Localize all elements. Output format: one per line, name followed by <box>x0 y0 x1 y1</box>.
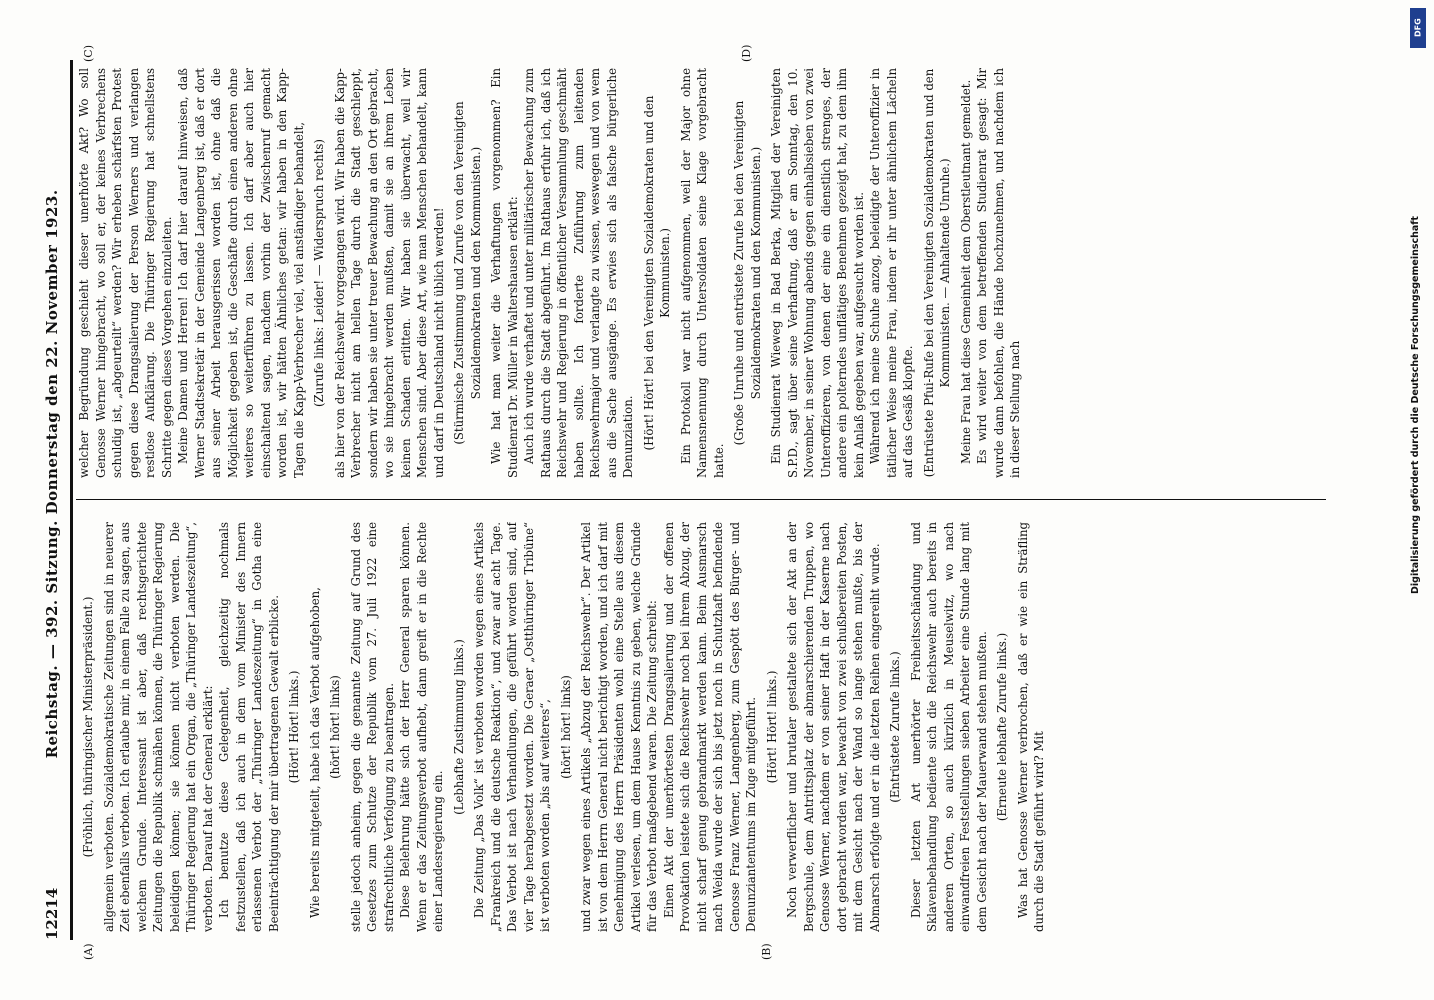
interjection: (Stürmische Zustimmung und Zurufe von den Vereinigten Sozialdemokraten und den Kommunisten.) <box>452 101 483 445</box>
interjection: (Lebhafte Zustimmung links.) <box>451 639 466 815</box>
quote-paragraph: Was hat Genosse Werner verbrochen, daß er wie ein Sträfling durch die Stadt geführt wird? Mit <box>1015 522 1046 932</box>
interjection: (Zurufe links: Leider! — Widerspruch rechts) <box>312 139 326 407</box>
interjection: (Große Unruhe und entrüstete Zurufe bei den Vereinigten Sozialdemokraten und den Kommunisten.) <box>732 100 763 446</box>
interjection: (hört! hört! links) <box>328 675 342 779</box>
margin-marker-a: (A) <box>82 943 95 960</box>
interjection: (hört! hört! links) <box>558 675 573 779</box>
quote-paragraph: Dieser letzten Art unerhörter Freiheitsschändung und Sklavenbehandlung bediente sich die Reichswehr auch bereits in anderen Orten, so auch kürzlich in Meuselwitz, wo nach einwandfreien Feststellungen sieben Arbeiter eine Stunde lang mit dem Gesicht nach der Mauerwand stehen mußten. <box>908 522 989 932</box>
page-header <box>38 60 66 940</box>
paragraph: und zwar wegen eines Artikels „Abzug der Reichswehr“. Der Artikel ist von dem Herrn General nicht berichtigt worden, und ich darf mit Genehmigung des Herrn Präsidenten wohl eine Stelle aus diesem Artikel verlesen, um dem Hause Kenntnis zu geben, welche Gründe für das Verbot maßgebend waren. Die Zeitung schreibt: <box>579 522 659 932</box>
quote-paragraph: stelle jedoch anheim, gegen die genannte Zeitung auf Grund des Gesetzes zum Schutze der Republik vom 27. Juli 1922 eine strafrechtliche Verfolgung zu beantragen. <box>348 522 396 932</box>
margin-marker-b: (B) <box>760 943 773 960</box>
paragraph: Wie hat man weiter die Verhaftungen vorgenommen? Ein Studienrat Dr. Müller in Waltershausen erklärt: <box>489 68 520 478</box>
interjection: (Hört! Hört! links.) <box>287 670 301 784</box>
quote-paragraph: Noch verwerflicher und brutaler gestaltete sich der Akt an der Bergschule, dem Antrittsplatz der abmarschierenden Truppen, wo Genosse Werner, nachdem er von seiner Haft in der Kaserne nach dort gebracht worden war, bewacht von zwei schußbereiten Posten, mit dem Gesicht nach der Wand so lange stehen mußte, bis der Abmarsch erfolgte und er in die letzten Reihen eingereiht wurde. <box>785 522 882 932</box>
quote-paragraph: Wie bereits mitgeteilt, habe ich das Verbot aufgehoben, <box>307 587 322 918</box>
page-number: 12214 <box>43 887 61 940</box>
text-column-right <box>76 68 1326 478</box>
dfg-credit-text: Digitalisierung gefördert durch die Deutsche Forschungsgemeinschaft <box>1410 216 1421 594</box>
text-column-left <box>76 522 1326 932</box>
paragraph: Die Zeitung „Das Volk“ ist verboten worden wegen eines Artikels „Frankreich und die deutsche Reaktion“, und zwar auf acht Tage. Das Verbot ist nach Verhandlungen, die geführt worden sind, auf vier Tage herabgesetzt worden. Die Geraer „Ostthüringer Tribüne“ ist verboten worden „bis auf weiteres“, <box>472 522 552 932</box>
interjection: (Entrüstete Zurufe links.) <box>888 651 902 803</box>
interjection: (Entrüstete Pfui-Rufe bei den Vereinigten Sozialdemokraten und den Kommunisten. — Anhaltende Unruhe.) <box>921 68 952 478</box>
quote-paragraph: Während ich meine Schuhe anzog, beleidigte der Unteroffizier in tätlicher Weise meine Frau, indem er ihr unter ähnlichem Lächeln auf das Gesäß klopfte. <box>868 68 915 478</box>
speaker-note: (Fröhlich, thüringischer Ministerpräsident.) <box>81 596 95 858</box>
paragraph: allgemein verboten. Sozialdemokratische Zeitungen sind in neuerer Zeit ebenfalls verboten. Ich erlaube mir, in einem Falle zu sagen, aus welchem Grunde. Interessant ist aber, daß rechtsgerichtete Zeitungen die Republik schmähen können, die Thüringer Regierung beleidigen können; sie können nicht verboten werden. Die Thüringer Regierung hat ein Organ, die „Thüringer Landeszeitung“, verboten. Darauf hat der General erklärt: <box>101 522 215 932</box>
quote-paragraph: Einen Akt der unerhörtesten Drangsalierung und der offenen Provokation leistete sich die Reichswehr noch bei ihrem Abzug, der nicht scharf genug gebrandmarkt werden kann. Beim Ausmarsch nach Weida wurde der sich bis jetzt noch in Schutzhaft befindende Genosse Franz Werner, Langenberg, zum Gespött des Bürger- und Denunziantentums im Zuge mitgeführt. <box>661 522 758 932</box>
quote-paragraph: Meine Frau hat diese Gemeinheit dem Oberstleutnant gemeldet. <box>958 79 973 464</box>
quote-paragraph: Ein Protokoll war nicht aufgenommen, weil der Major ohne Namensnennung durch Untersoldaten seine Klage vorgebracht hatte. <box>678 68 726 478</box>
quote-paragraph: welcher Begründung geschieht dieser unerhörte Akt? Wo soll Genosse Werner hingebracht, wo soll er, der keines Verbrechens schuldig ist, „abgeurteilt“ werden? Wir erheben schärfsten Protest gegen diese Drangsalierung der Person Werners und verlangen restlose Aufklärung. Die Thüringer Regierung hat schnellstens Schritte gegen dieses Vorgehen einzuleiten. <box>77 68 174 478</box>
quote-paragraph: Auch ich wurde verhaftet und unter militärischer Bewachung zum Rathaus durch die Stadt abgeführt. Im Rathaus erfuhr ich, daß ich Reichswehr und Regierung in öffentlicher Versammlung geschmäht haben sollte. Ich forderte Zuführung zum leitenden Reichswehrmajor und verlangte zu wissen, weswegen und von wem aus die Sache ausgänge. Es erwies sich als falsche bürgerliche Denunziation. <box>522 68 635 478</box>
page-title: Reichstag. — 392. Sitzung. Donnerstag den 22. November 1923. <box>43 189 61 759</box>
interjection: (Hört! Hört! links.) <box>764 670 779 784</box>
paragraph: als hier von der Reichswehr vorgegangen wird. Wir haben die Kapp-Verbrecher nicht am hellen Tage durch die Stadt geschleppt, sondern wir haben sie unter treuer Bewachung an den Ort gebracht, wo sie hingebracht werden mußten, damit sie an ihrem Leben keinen Schaden erlitten. Wir haben sie überwacht, weil wir Menschen sind. Aber diese Art, wie man Menschen behandelt, kann und darf in Deutschland nicht üblich werden! <box>332 68 446 478</box>
quote-paragraph: Ich benutze diese Gelegenheit, gleichzeitig nochmals festzustellen, daß ich auch in dem vom Minister des Innern erlassenen Verbot der „Thüringer Landeszeitung“ in Gotha eine Beeinträchtigung der mir übertragenen Gewalt erblicke. <box>217 522 281 932</box>
margin-marker-c: (C) <box>82 45 95 62</box>
margin-marker-d: (D) <box>740 44 753 62</box>
dfg-logo: DFG <box>1410 8 1426 48</box>
interjection: (Erneute lebhafte Zurufe links.) <box>995 632 1009 822</box>
column-divider <box>76 499 1326 500</box>
digitization-credit <box>1404 8 1434 998</box>
paragraph: Diese Belehrung hätte sich der Herr General sparen können. Wenn er das Zeitungsverbot aufhebt, dann greift er in die Rechte einer Landesregierung ein. <box>398 522 445 932</box>
paragraph: Meine Damen und Herren! Ich darf hier darauf hinweisen, daß Werner Stadtsekretär in der Gemeinde Langenberg ist, daß er dort aus seiner Arbeit herausgerissen worden ist, ohne daß die Möglichkeit gegeben ist, die Geschäfte durch einen anderen ohne weiteres so weiterführen zu lassen. Ich darf aber auch hier einschaltend sagen, nachdem vorhin der Zwischenruf gemacht worden ist, wir hätten Ähnliches getan: wir haben in den Kapp-Tagen die Kapp-Verbrecher viel, viel anständiger behandelt, <box>176 68 306 478</box>
interjection: (Hört! Hört! bei den Vereinigten Sozialdemokraten und den Kommunisten.) <box>641 95 672 451</box>
header-rule <box>70 60 73 940</box>
paragraph: Ein Studienrat Wieweg in Bad Berka, Mitglied der Vereinigten S.P.D., sagt über seine Verhaftung, daß er am Sonntag, den 10. November, in seiner Wohnung abends gegen einhalbsieben von zwei Unteroffizieren, von denen der eine ein dienstlich strenges, der andere ein polterndes unflätiges Benehmen gezeigt hat, zu dem ihm kein Anlaß gegeben war, aufgesucht worden ist. <box>769 68 866 478</box>
paragraph: Es wird weiter von dem betreffenden Studienrat gesagt: Mir wurde dann befohlen, die Hände hochzunehmen, und nachdem ich in dieser Stellung nach <box>975 68 1022 478</box>
